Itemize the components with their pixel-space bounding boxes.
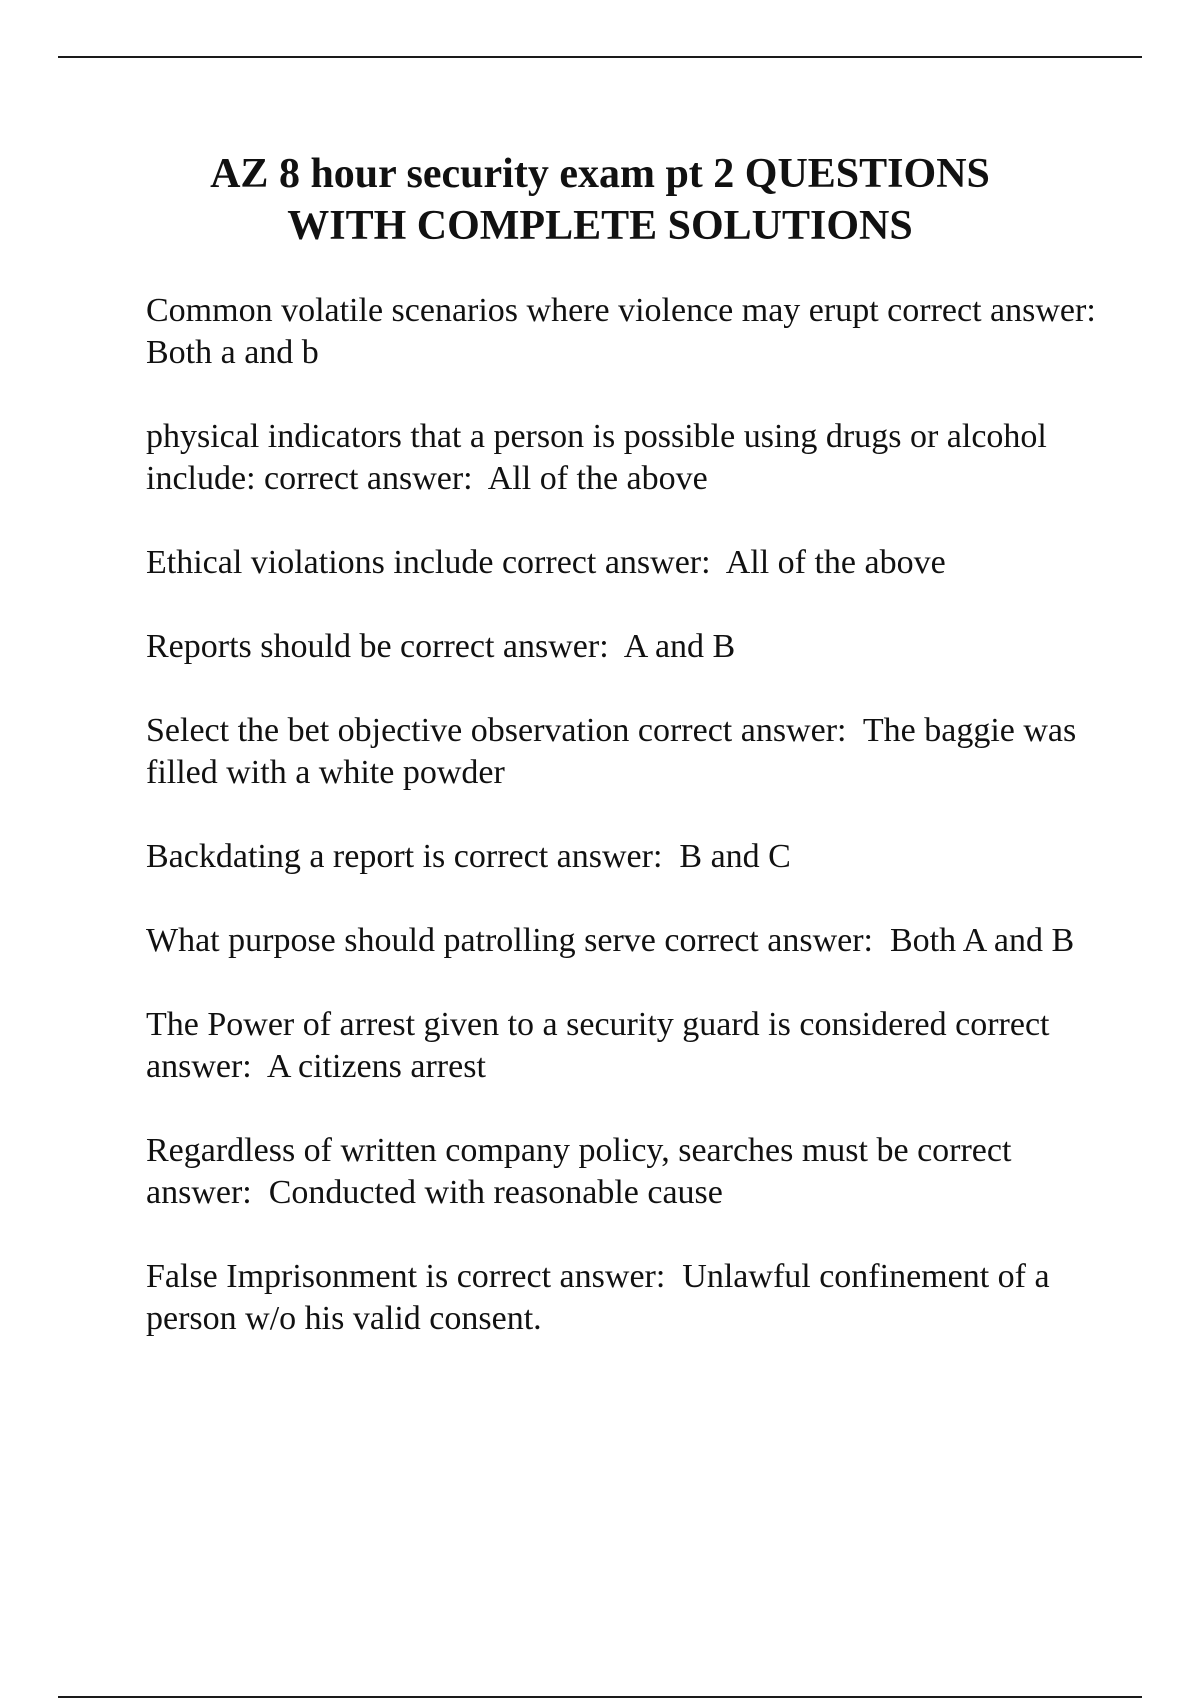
qa-item-5: Select the bet objective observation correct answer: The baggie was filled with a white powder: [146, 712, 1085, 791]
qa-item-6: Backdating a report is correct answer: B and C: [146, 838, 791, 875]
qa-item-7: What purpose should patrolling serve correct answer: Both A and B: [146, 922, 1075, 959]
footer-rule: [58, 1696, 1142, 1698]
qa-item-8: The Power of arrest given to a security guard is considered correct answer: A citizens arrest: [146, 1006, 1058, 1085]
qa-item-1: Common volatile scenarios where violence may erupt correct answer: Both a and b: [146, 292, 1113, 371]
qa-item-4: Reports should be correct answer: A and B: [146, 628, 736, 665]
question-answer-list: [146, 290, 1113, 1382]
header-rule: [58, 56, 1142, 58]
qa-item-10: False Imprisonment is correct answer: Unlawful confinement of a person w/o his valid consent.: [146, 1258, 1059, 1337]
qa-item-2: physical indicators that a person is possible using drugs or alcohol include: correct answer: All of the above: [146, 418, 1056, 497]
qa-item-9: Regardless of written company policy, searches must be correct answer: Conducted with reasonable cause: [146, 1132, 1020, 1211]
qa-item-3: Ethical violations include correct answer: All of the above: [146, 544, 946, 581]
title-line-1: AZ 8 hour security exam pt 2 QUESTIONS: [210, 151, 990, 197]
title-line-2: WITH COMPLETE SOLUTIONS: [287, 203, 913, 249]
page-title: [0, 148, 1200, 252]
